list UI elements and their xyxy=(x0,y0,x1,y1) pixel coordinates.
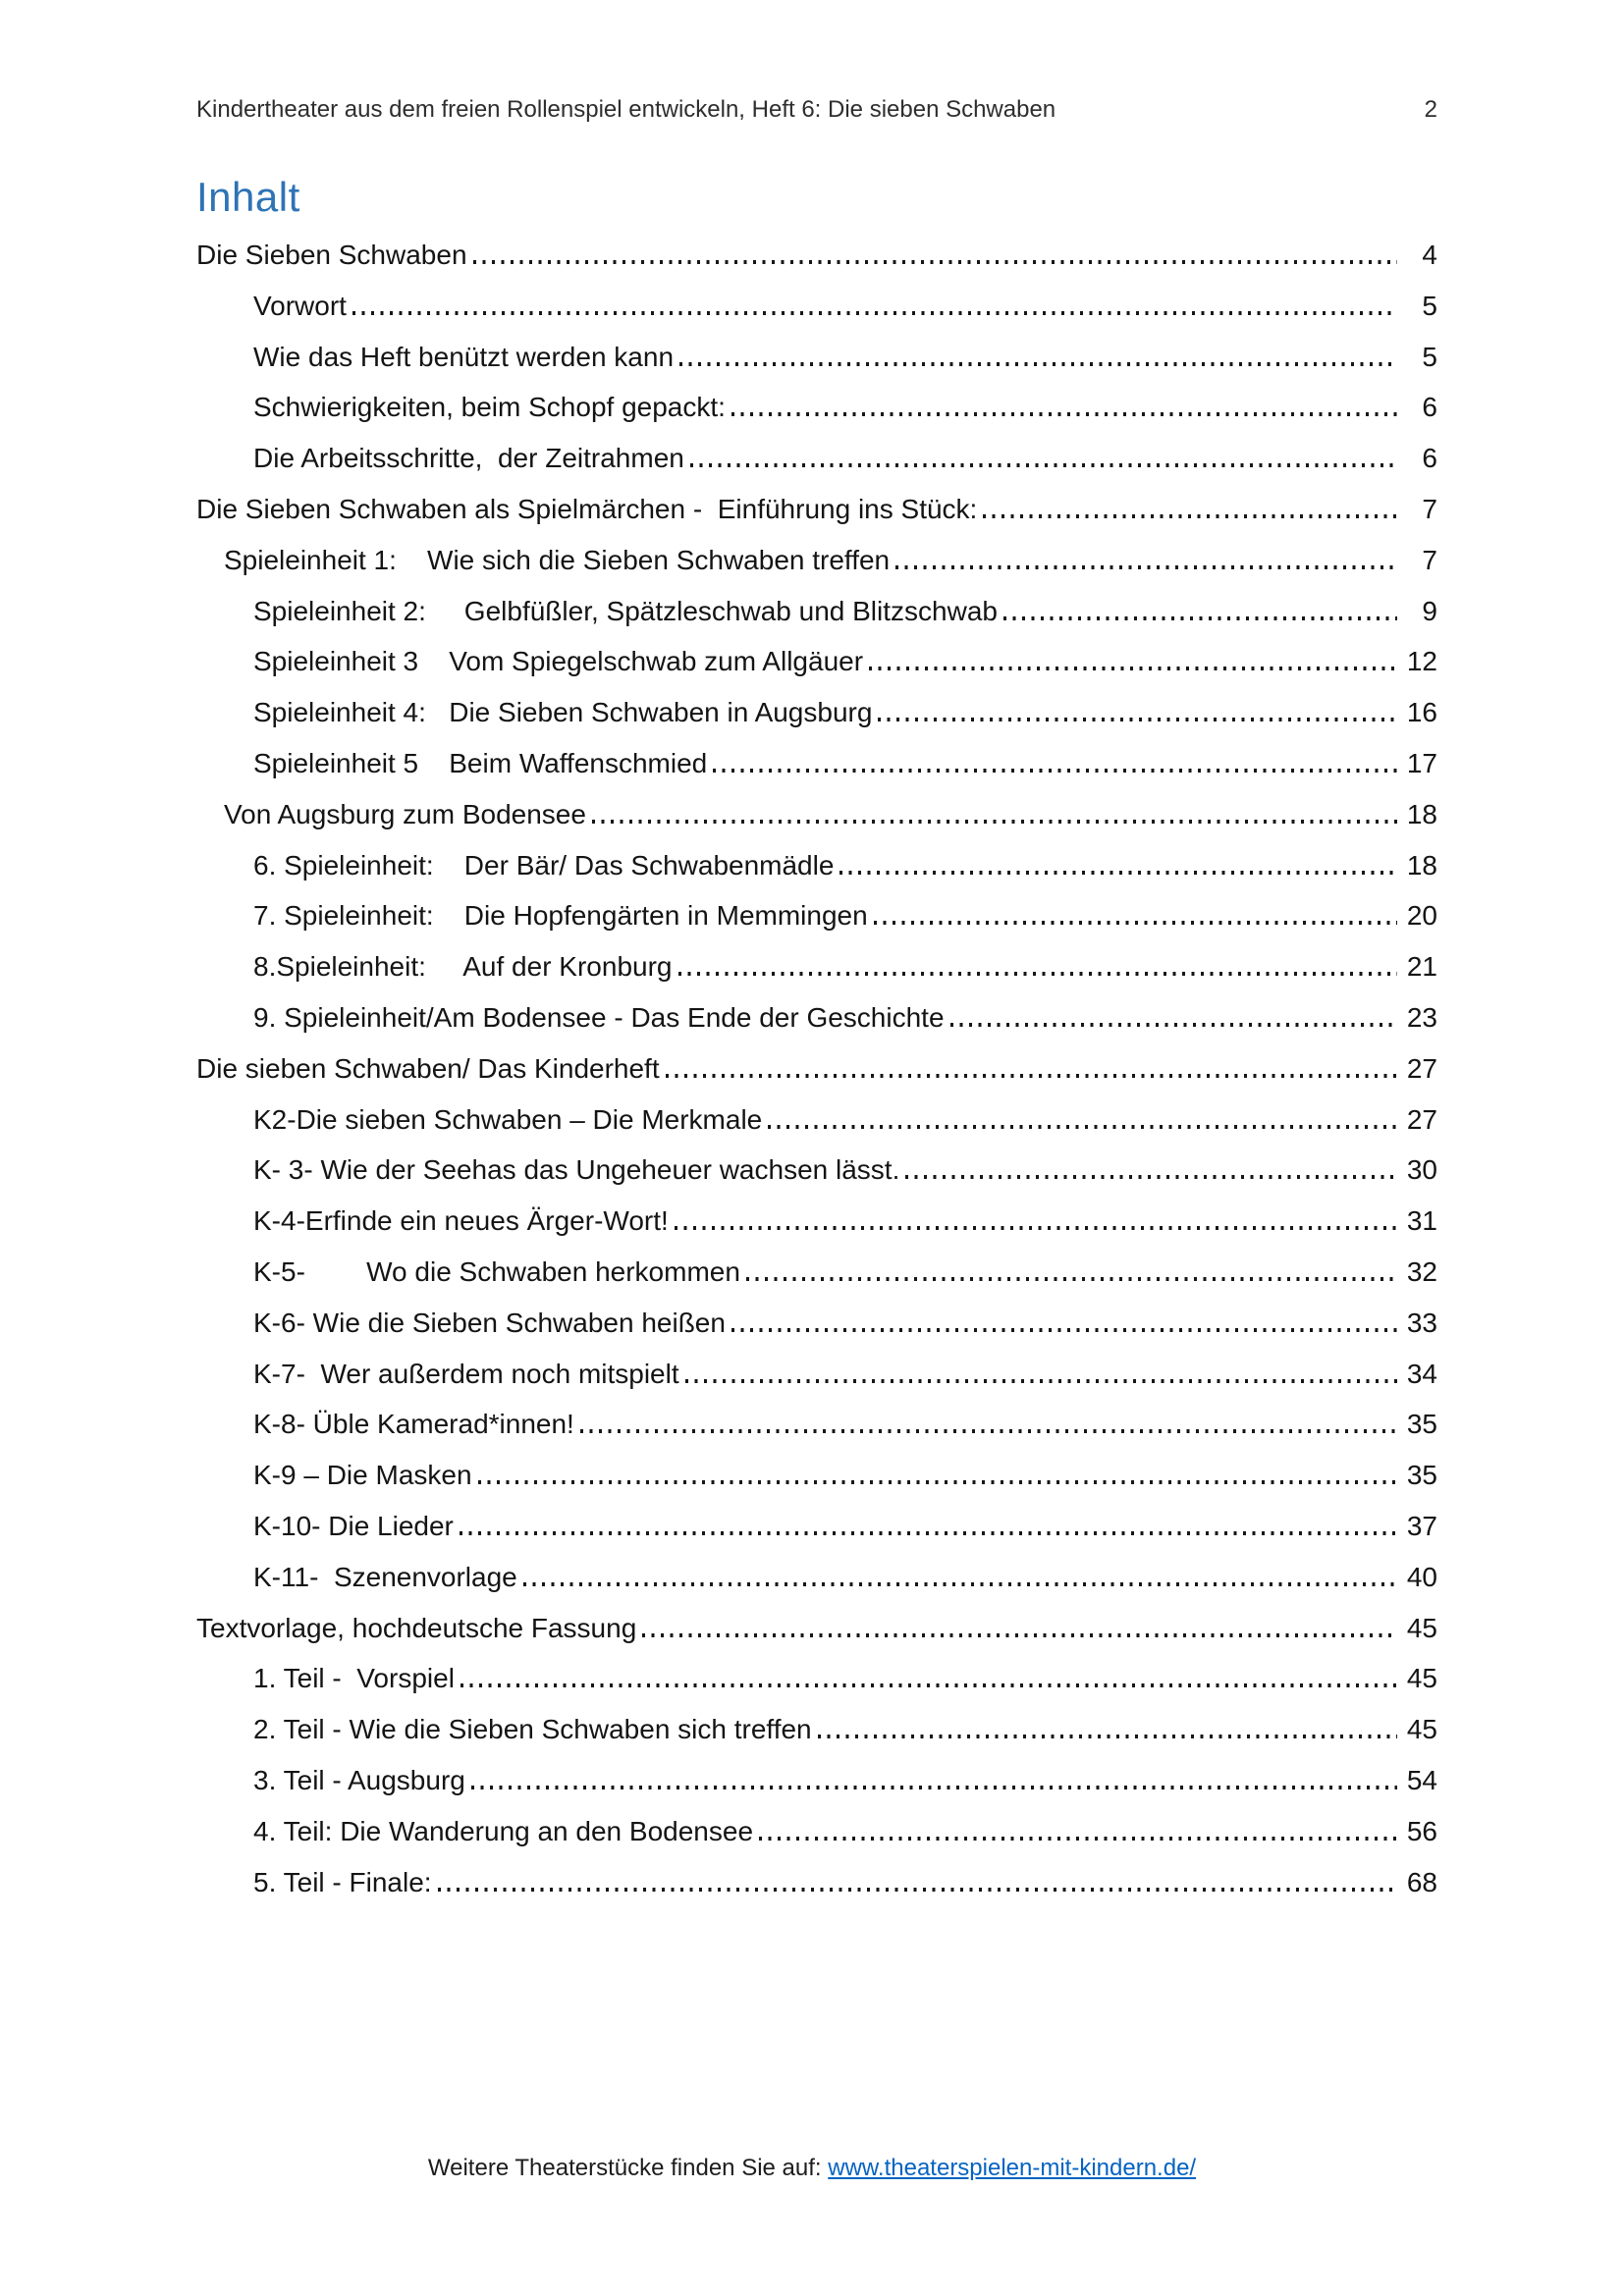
toc-entry[interactable] xyxy=(196,1450,1437,1501)
toc-entry-label: Vorwort xyxy=(253,290,347,321)
toc-entry-label: Die Arbeitsschritte, der Zeitrahmen xyxy=(253,443,684,474)
toc-page-number: 5 xyxy=(1422,341,1437,372)
toc-entry-label: 1. Teil - Vorspiel xyxy=(253,1663,455,1694)
page-footer xyxy=(0,2155,1624,2182)
toc-entry[interactable] xyxy=(196,1196,1437,1247)
toc-dot-leader xyxy=(679,362,1397,366)
page-title: Inhalt xyxy=(196,174,300,220)
toc-entry-label: Die sieben Schwaben/ Das Kinderheft xyxy=(196,1052,660,1084)
toc-page-number: 37 xyxy=(1406,1510,1437,1541)
toc-entry-label: K- 3- Wie der Seehas das Ungeheuer wachsen lässt. xyxy=(253,1154,900,1186)
header-page-number: 2 xyxy=(1424,96,1437,123)
toc-entry-label: K2-Die sieben Schwaben – Die Merkmale xyxy=(253,1103,763,1135)
toc-dot-leader xyxy=(352,311,1397,315)
toc-entry[interactable] xyxy=(196,789,1437,840)
toc-entry[interactable] xyxy=(196,586,1437,637)
toc-page-number: 35 xyxy=(1406,1460,1437,1491)
toc-entry-label: Von Augsburg zum Bodensee xyxy=(224,798,586,829)
toc-entry[interactable] xyxy=(196,1349,1437,1400)
toc-dot-leader xyxy=(460,1531,1397,1535)
toc-dot-leader xyxy=(523,1582,1397,1586)
toc-entry[interactable] xyxy=(196,1653,1437,1704)
footer-link[interactable]: www.theaterspielen-mit-kindern.de/ xyxy=(828,2155,1197,2181)
toc-page-number: 27 xyxy=(1406,1103,1437,1135)
toc-page-number: 23 xyxy=(1406,1001,1437,1033)
toc-entry[interactable] xyxy=(196,687,1437,738)
toc-entry[interactable] xyxy=(196,433,1437,484)
toc-dot-leader xyxy=(895,565,1397,569)
toc-entry-label: Spieleinheit 2: Gelbfüßler, Spätzleschwab und Blitzschwab xyxy=(253,595,998,626)
toc-dot-leader xyxy=(818,1735,1397,1738)
toc-page-number: 6 xyxy=(1422,443,1437,474)
toc-dot-leader xyxy=(666,1074,1397,1078)
toc-page-number: 32 xyxy=(1406,1255,1437,1287)
toc-entry-label: Spieleinheit 3 Vom Spiegelschwab zum Allgäuer xyxy=(253,646,864,677)
toc-entry[interactable] xyxy=(196,992,1437,1043)
toc-entry-label: 6. Spieleinheit: Der Bär/ Das Schwabenmädle xyxy=(253,849,835,881)
toc-entry-label: Die Sieben Schwaben als Spielmärchen - Einführung ins Stück: xyxy=(196,493,978,524)
toc-entry-label: Spieleinheit 1: Wie sich die Sieben Schwaben treffen xyxy=(224,544,891,575)
toc-dot-leader xyxy=(878,718,1397,721)
toc-page-number: 30 xyxy=(1406,1154,1437,1186)
toc-dot-leader xyxy=(471,1786,1397,1789)
toc-entry[interactable] xyxy=(196,1399,1437,1450)
toc-entry[interactable] xyxy=(196,636,1437,687)
toc-dot-leader xyxy=(839,871,1397,875)
toc-page-number: 27 xyxy=(1406,1052,1437,1084)
toc-entry-label: K-7- Wer außerdem noch mitspielt xyxy=(253,1358,679,1389)
toc-entry[interactable] xyxy=(196,1095,1437,1146)
toc-dot-leader xyxy=(1003,616,1397,620)
toc-dot-leader xyxy=(874,921,1397,925)
toc-dot-leader xyxy=(759,1837,1397,1841)
toc-entry[interactable] xyxy=(196,535,1437,586)
toc-entry-label: K-9 – Die Masken xyxy=(253,1460,472,1491)
toc-page-number: 40 xyxy=(1406,1561,1437,1592)
toc-dot-leader xyxy=(950,1023,1397,1027)
toc-entry[interactable] xyxy=(196,1145,1437,1196)
toc-dot-leader xyxy=(690,463,1397,467)
toc-entry[interactable] xyxy=(196,1247,1437,1298)
toc-dot-leader xyxy=(713,769,1397,773)
toc-entry[interactable] xyxy=(196,1806,1437,1857)
toc-entry-label: K-6- Wie die Sieben Schwaben heißen xyxy=(253,1307,726,1338)
toc-entry[interactable] xyxy=(196,1298,1437,1349)
toc-entry-label: Die Sieben Schwaben xyxy=(196,240,467,270)
toc-page-number: 68 xyxy=(1406,1866,1437,1897)
toc-entry-label: K-4-Erfinde ein neues Ärger-Wort! xyxy=(253,1205,669,1237)
toc-page-number: 16 xyxy=(1406,697,1437,728)
toc-entry-label: Spieleinheit 5 Beim Waffenschmied xyxy=(253,747,708,778)
toc-entry-label: 2. Teil - Wie die Sieben Schwaben sich treffen xyxy=(253,1714,812,1745)
toc-entry-label: 8.Spieleinheit: Auf der Kronburg xyxy=(253,951,673,983)
toc-page-number: 18 xyxy=(1406,798,1437,829)
toc-page-number: 18 xyxy=(1406,849,1437,881)
toc-dot-leader xyxy=(675,1226,1397,1230)
toc-dot-leader xyxy=(460,1683,1397,1687)
page-header xyxy=(196,96,1437,124)
toc-page-number: 35 xyxy=(1406,1409,1437,1440)
toc-dot-leader xyxy=(746,1277,1397,1281)
toc-page-number: 54 xyxy=(1406,1764,1437,1795)
toc-entry[interactable] xyxy=(196,484,1437,535)
toc-entry-label: Wie das Heft benützt werden kann xyxy=(253,341,675,372)
table-of-contents xyxy=(196,230,1437,1907)
toc-entry[interactable] xyxy=(196,230,1437,281)
toc-page-number: 4 xyxy=(1422,240,1437,270)
toc-page-number: 12 xyxy=(1406,646,1437,677)
toc-dot-leader xyxy=(473,260,1397,264)
toc-entry-label: Spieleinheit 4: Die Sieben Schwaben in Augsburg xyxy=(253,697,873,728)
toc-page-number: 56 xyxy=(1406,1815,1437,1846)
toc-entry[interactable] xyxy=(196,1857,1437,1908)
toc-entry-label: 9. Spieleinheit/Am Bodensee - Das Ende der Geschichte xyxy=(253,1001,945,1033)
toc-entry-label: 5. Teil - Finale: xyxy=(253,1866,432,1897)
toc-entry[interactable] xyxy=(196,1501,1437,1552)
toc-page-number: 45 xyxy=(1406,1714,1437,1745)
toc-dot-leader xyxy=(678,972,1398,976)
toc-dot-leader xyxy=(478,1480,1397,1484)
toc-entry-label: 3. Teil - Augsburg xyxy=(253,1764,465,1795)
toc-dot-leader xyxy=(438,1888,1397,1892)
toc-entry[interactable] xyxy=(196,941,1437,992)
toc-page-number: 6 xyxy=(1422,392,1437,423)
toc-entry-label: Schwierigkeiten, beim Schopf gepackt: xyxy=(253,392,726,423)
toc-entry[interactable] xyxy=(196,332,1437,383)
toc-entry[interactable] xyxy=(196,1603,1437,1654)
toc-entry-label: K-10- Die Lieder xyxy=(253,1510,454,1541)
toc-dot-leader xyxy=(768,1125,1397,1129)
toc-entry[interactable] xyxy=(196,738,1437,789)
toc-entry-label: Textvorlage, hochdeutsche Fassung xyxy=(196,1612,637,1643)
toc-entry-label: 4. Teil: Die Wanderung an den Bodensee xyxy=(253,1815,754,1846)
toc-dot-leader xyxy=(983,514,1397,518)
toc-entry[interactable] xyxy=(196,382,1437,433)
header-title: Kindertheater aus dem freien Rollenspiel entwickeln, Heft 6: Die sieben Schwaben xyxy=(196,96,1056,123)
toc-entry-label: 7. Spieleinheit: Die Hopfengärten in Memmingen xyxy=(253,900,868,932)
toc-page-number: 7 xyxy=(1422,493,1437,524)
toc-page-number: 31 xyxy=(1406,1205,1437,1237)
toc-entry[interactable] xyxy=(196,890,1437,941)
toc-entry[interactable] xyxy=(196,1704,1437,1755)
toc-page-number: 45 xyxy=(1406,1663,1437,1694)
toc-entry[interactable] xyxy=(196,1043,1437,1095)
toc-dot-leader xyxy=(685,1379,1397,1383)
toc-entry-label: K-5- Wo die Schwaben herkommen xyxy=(253,1255,740,1287)
toc-page-number: 5 xyxy=(1422,290,1437,321)
toc-page-number: 34 xyxy=(1406,1358,1437,1389)
toc-entry[interactable] xyxy=(196,1552,1437,1603)
toc-page-number: 20 xyxy=(1406,900,1437,932)
toc-dot-leader xyxy=(869,667,1397,670)
toc-entry[interactable] xyxy=(196,281,1437,332)
toc-dot-leader xyxy=(592,820,1397,824)
toc-dot-leader xyxy=(905,1175,1397,1179)
toc-page-number: 33 xyxy=(1406,1307,1437,1338)
toc-page-number: 21 xyxy=(1406,951,1437,983)
toc-dot-leader xyxy=(731,1328,1397,1332)
toc-entry[interactable] xyxy=(196,840,1437,891)
toc-page-number: 7 xyxy=(1422,544,1437,575)
toc-dot-leader xyxy=(731,412,1397,416)
toc-dot-leader xyxy=(580,1429,1397,1433)
toc-page-number: 17 xyxy=(1406,747,1437,778)
toc-page-number: 45 xyxy=(1406,1612,1437,1643)
toc-entry-label: K-8- Üble Kamerad*innen! xyxy=(253,1409,574,1440)
toc-dot-leader xyxy=(642,1633,1397,1637)
toc-page-number: 9 xyxy=(1422,595,1437,626)
toc-entry[interactable] xyxy=(196,1755,1437,1806)
footer-text: Weitere Theaterstücke finden Sie auf: xyxy=(427,2155,829,2181)
toc-entry-label: K-11- Szenenvorlage xyxy=(253,1561,517,1592)
